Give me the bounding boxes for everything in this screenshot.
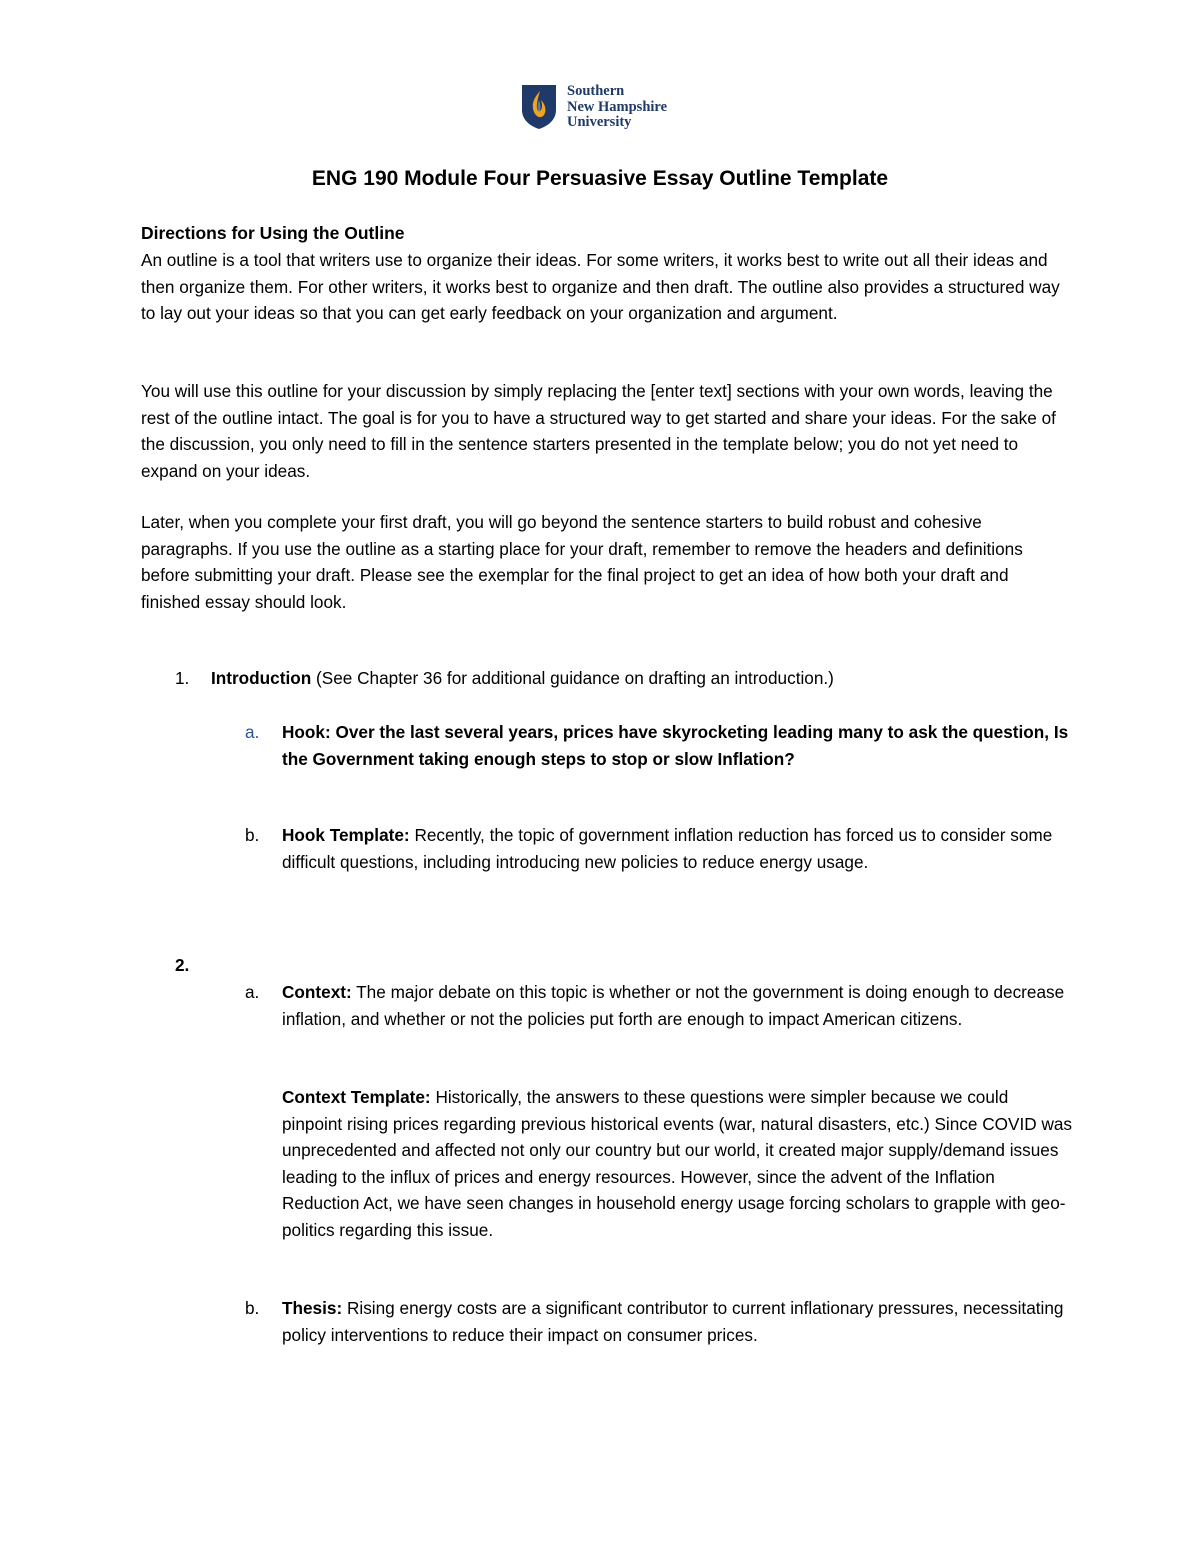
logo-line-3: University [567,114,632,130]
context-template-label: Context Template: [282,1087,431,1107]
outline-number-2: 2. [175,955,190,975]
hook-template [282,822,1072,875]
hook-template-text: Recently, the topic of government inflation reduction has forced us to consider some difficult questions, including introducing new policies to reduce energy usage. [282,825,1053,872]
hook-text: Hook: Over the last several years, prices have skyrocketing leading many to ask the question, Is the Government taking enough steps to stop or slow Inflation? [282,722,1069,769]
introduction-note: (See Chapter 36 for additional guidance on drafting an introduction.) [316,668,834,688]
outline-number-1: 1. [175,668,190,688]
directions-paragraph-1: An outline is a tool that writers use to organize their ideas. For some writers, it works best to write out all their ideas and then organize them. For other writers, it works best to organize and then draft. The outline also provides a structured way to lay out your ideas so that you can get early feedback on your organization and argument. [141,250,1060,323]
outline-item-introduction [211,665,1071,692]
context-template-text: Historically, the answers to these questions were simpler because we could pinpoint rising prices regarding previous historical events (war, natural disasters, etc.) Since COVID was unprecedented and affected not only our country but our world, it created major supply/demand issues leading to the influx of prices and energy resources. However, since the advent of the Inflation Reduction Act, we have seen changes in household energy usage forcing scholars to grapple with geo-politics regarding this issue. [282,1087,1073,1240]
directions-paragraph-2: You will use this outline for your discussion by simply replacing the [enter text] sections with your own words, leaving the rest of the outline intact. The goal is for you to have a structured way to get started and share your ideas. For the sake of the discussion, you only need to fill in the sentence starters presented in the template below; you do not yet need to expand on your ideas. [141,381,1056,481]
introduction-label: Introduction [211,668,312,688]
thesis [282,1295,1072,1348]
context-label: Context: [282,982,352,1002]
document-title: ENG 190 Module Four Persuasive Essay Outline Template [311,167,889,190]
directions-paragraph-3: Later, when you complete your first draft, you will go beyond the sentence starters to build robust and cohesive paragraphs. If you use the outline as a starting place for your draft, remember to remove the headers and definitions before submitting your draft. Please see the exemplar for the final project to get an idea of how both your draft and finished essay should look. [141,512,1023,612]
hook-template-label: Hook Template: [282,825,410,845]
outline-letter-2b: b. [245,1298,260,1318]
context [282,979,1072,1032]
logo-line-2: New Hampshire [567,98,668,115]
logo-line-1: Southern [567,83,625,99]
outline-letter-2a: a. [245,982,260,1002]
outline-letter-1b: b. [245,825,260,845]
thesis-text: Rising energy costs are a significant contributor to current inflationary pressures, necessitating policy interventions to reduce their impact on consumer prices. [282,1298,1064,1345]
directions-heading: Directions for Using the Outline [141,223,405,243]
thesis-label: Thesis: [282,1298,343,1318]
context-text: The major debate on this topic is whether or not the government is doing enough to decrease inflation, and whether or not the policies put forth are enough to impact American citizens. [282,982,1065,1029]
logo-wordmark [567,84,667,131]
shield-flame-icon [521,84,557,130]
context-template [282,1084,1072,1243]
university-logo [521,84,691,132]
outline-letter-1a: a. [245,722,260,742]
